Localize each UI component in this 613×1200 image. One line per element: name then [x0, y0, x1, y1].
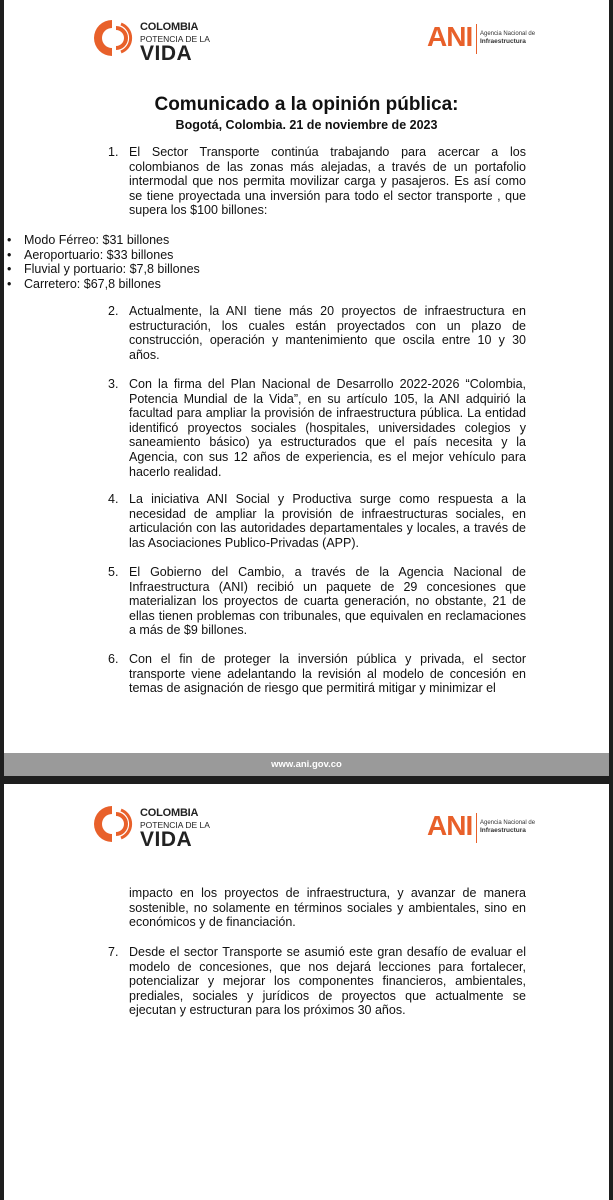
logo-text-potencia: POTENCIA DE LA [140, 34, 210, 44]
item-number: 3. [108, 377, 119, 391]
item-number: 6. [108, 652, 119, 666]
colombia-emblem-icon [90, 16, 136, 60]
ani-logo-line1: Agencia Nacional de [480, 820, 536, 826]
item-number: 7. [108, 945, 119, 959]
document-page-2 [4, 784, 609, 1200]
item-number: 1. [108, 145, 119, 159]
logo-text-potencia: POTENCIA DE LA [140, 820, 210, 830]
ani-logo-divider [476, 24, 477, 54]
item-3 [108, 377, 526, 479]
item-6-continued [108, 886, 526, 930]
logo-text-vida: VIDA [140, 42, 193, 65]
item-1 [108, 145, 526, 218]
item-text: Con la firma del Plan Nacional de Desarrollo 2022-2026 “Colombia, Potencia Mundial de la Vida”, en su artículo 105, la ANI adquirió la facultad para ampliar la provisión de infraestructura pública. La entidad identificó proyectos sociales (hospitales, universidades colegios y saneamiento básico) ya estructurados que el país necesita y la Agencia, con sus 12 años de experiencia, es el mejor vehículo para hacerlo realidad. [129, 377, 526, 479]
logo-text-vida: VIDA [140, 828, 193, 851]
colombia-potencia-de-la-vida-logo [90, 16, 210, 66]
item-text: El Sector Transporte continúa trabajando para acercar a los colombianos de las zonas más alejadas, a través de un portafolio intermodal que nos permita movilizar carga y pasajeros. Es así como se tiene proyectada una inversión para todo el sector transporte , que supera los $100 billones: [129, 145, 526, 218]
ani-logo [427, 810, 547, 854]
logo-text-colombia: COLOMBIA [140, 807, 199, 819]
footer-url: www.ani.gov.co [271, 759, 342, 770]
ani-logo-line2: Infraestructura [480, 38, 526, 45]
item-text: Actualmente, la ANI tiene más 20 proyectos de infraestructura en estructuración, los cuales están proyectados con un plazo de construcción, operación y mantenimiento que oscila entre 10 y 30 años. [129, 304, 526, 362]
list-item: • Carretero: $67,8 billones [5, 277, 325, 292]
ani-logo-line2: Infraestructura [480, 827, 526, 834]
ani-logo [427, 21, 547, 65]
ani-logo-line1: Agencia Nacional de [480, 31, 536, 37]
document-title: Comunicado a la opinión pública: [154, 94, 459, 115]
item-7 [108, 945, 526, 1018]
list-item: • Fluvial y portuario: $7,8 billones [5, 262, 325, 277]
list-item: • Aeroportuario: $33 billones [5, 248, 325, 263]
item-2 [108, 304, 526, 362]
item-number: 5. [108, 565, 119, 579]
item-number: 4. [108, 492, 119, 506]
item-text: El Gobierno del Cambio, a través de la Agencia Nacional de Infraestructura (ANI) recibió un paquete de 29 concesiones que materializan los proyectos de cuarta generación, no obstante, 21 de ellas tienen problemas con tribunales, que equivalen en reclamaciones a más de $9 billones. [129, 565, 526, 638]
document-page-1 [4, 0, 609, 776]
item-text: La iniciativa ANI Social y Productiva surge como respuesta a la necesidad de ampliar la provisión de infraestructuras sociales, en articulación con las autoridades departamentales y locales, a través de las Asociaciones Publico-Privadas (APP). [129, 492, 526, 550]
list-item: • Modo Férreo: $31 billones [5, 233, 325, 248]
logo-text-colombia: COLOMBIA [140, 21, 199, 33]
item-4 [108, 492, 526, 550]
item-text: Con el fin de proteger la inversión pública y privada, el sector transporte viene adelantando la revisión al modelo de concesión en temas de asignación de riesgo que permitirá mitigar y minimizar el [129, 652, 526, 696]
item-6 [108, 652, 526, 696]
item-text: Desde el sector Transporte se asumió este gran desafío de evaluar el modelo de concesiones, que nos dejará lecciones para fortalecer, potencializar y mejorar los componentes financieros, ambientales, prediales, sociales y jurídicos de proyectos que actualmente se ejecutan y estructuran para los próximos 30 años. [129, 945, 526, 1018]
ani-logo-mark: ANI [427, 810, 473, 841]
colombia-emblem-icon [90, 802, 136, 846]
investment-bullet-list [5, 233, 325, 291]
item-5 [108, 565, 526, 638]
item-number: 2. [108, 304, 119, 318]
page-footer [4, 753, 609, 776]
document-date: Bogotá, Colombia. 21 de noviembre de 2023 [175, 118, 438, 132]
item-text: impacto en los proyectos de infraestructura, y avanzar de manera sostenible, no solamente en términos sociales y ambientales, sino en económicos y de financiación. [129, 886, 526, 930]
colombia-potencia-de-la-vida-logo [90, 802, 210, 852]
ani-logo-divider [476, 813, 477, 843]
ani-logo-mark: ANI [427, 21, 473, 52]
